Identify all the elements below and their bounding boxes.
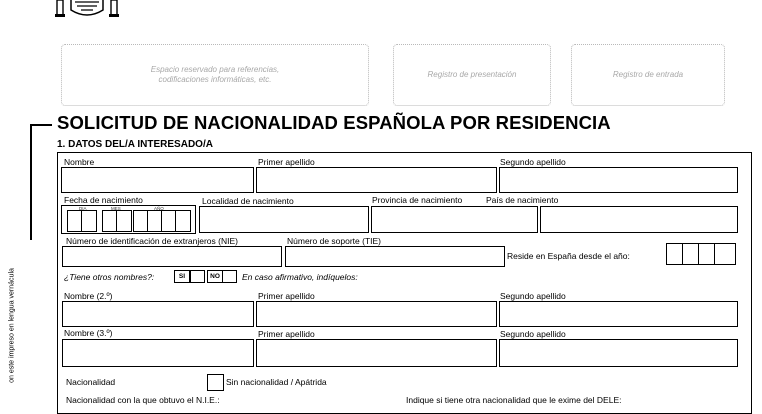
nie-label: Número de identificación de extranjeros (NIE)	[66, 236, 238, 246]
caso-afirmativo-label: En caso afirmativo, indíquelos:	[242, 272, 358, 282]
mes-caption: MES	[111, 206, 121, 211]
section-heading: 1. DATOS DEL/A INTERESADO/A	[57, 139, 213, 150]
no-label: NO	[210, 273, 220, 280]
page-title: SOLICITUD DE NACIONALIDAD ESPAÑOLA POR RESIDENCIA	[57, 112, 611, 133]
nac-nie-label: Nacionalidad con la que obtuvo el N.I.E.:	[66, 395, 220, 405]
pais-nacimiento-label: País de nacimiento	[486, 195, 559, 205]
ano-digit-4[interactable]	[175, 210, 191, 232]
otros-nombres-label: ¿Tiene otros nombres?:	[64, 272, 155, 282]
reside-label: Reside en España desde el año:	[507, 251, 630, 261]
apatrida-label: Sin nacionalidad / Apátrida	[226, 377, 327, 387]
primer-apellido2-field[interactable]	[256, 301, 497, 327]
coat-of-arms-icon	[55, 0, 127, 18]
primer-apellido-label: Primer apellido	[258, 157, 315, 167]
dia-digit-2[interactable]	[81, 210, 97, 232]
no-option[interactable]	[207, 270, 223, 283]
tie-field[interactable]	[285, 246, 505, 267]
segundo-apellido2-label: Segundo apellido	[500, 291, 566, 301]
nombre2-field[interactable]	[62, 301, 254, 327]
mes-digit-2[interactable]	[116, 210, 132, 232]
vernacular-note: on este impreso en lengua vernácula	[8, 268, 16, 383]
segundo-apellido3-field[interactable]	[499, 339, 738, 367]
nombre3-label: Nombre (3.º)	[64, 328, 113, 338]
presentation-register-box	[393, 44, 551, 106]
primer-apellido3-label: Primer apellido	[258, 329, 315, 339]
provincia-nacimiento-field[interactable]	[371, 206, 538, 233]
entry-register-label: Registro de entrada	[612, 70, 684, 79]
nombre-field[interactable]	[61, 167, 254, 193]
reserved-references-label: Espacio reservado para referencias, codificaciones informáticas, etc.	[150, 65, 280, 84]
segundo-apellido-field[interactable]	[499, 167, 738, 193]
localidad-nacimiento-label: Localidad de nacimiento	[202, 196, 294, 206]
primer-apellido-field[interactable]	[256, 167, 497, 193]
ano-caption: AÑO	[154, 206, 164, 211]
apatrida-checkbox[interactable]	[207, 374, 224, 391]
reserved-references-box	[61, 44, 369, 106]
no-checkbox[interactable]	[222, 270, 237, 283]
fecha-nacimiento-label: Fecha de nacimiento	[64, 195, 143, 205]
reside-year-digit-4[interactable]	[714, 243, 736, 265]
nombre3-field[interactable]	[62, 339, 254, 367]
nacionalidad-label: Nacionalidad	[66, 377, 116, 387]
localidad-nacimiento-field[interactable]	[199, 206, 369, 233]
si-option[interactable]	[174, 270, 190, 283]
nombre-label: Nombre	[64, 157, 95, 167]
dia-caption: DIA	[79, 206, 87, 211]
presentation-register-label: Registro de presentación	[427, 70, 517, 79]
primer-apellido3-field[interactable]	[256, 339, 497, 367]
si-checkbox[interactable]	[190, 270, 205, 283]
entry-register-box	[571, 44, 725, 106]
nie-field[interactable]	[62, 246, 282, 267]
nombre2-label: Nombre (2.º)	[64, 291, 113, 301]
provincia-nacimiento-label: Provincia de nacimiento	[372, 195, 463, 205]
pais-nacimiento-field[interactable]	[540, 206, 738, 233]
segundo-apellido3-label: Segundo apellido	[500, 329, 566, 339]
primer-apellido2-label: Primer apellido	[258, 291, 315, 301]
si-label: SI	[178, 273, 186, 280]
otra-nacionalidad-label: Indique si tiene otra nacionalidad que le exime del DELE:	[406, 395, 622, 405]
segundo-apellido2-field[interactable]	[499, 301, 738, 327]
margin-tick	[30, 124, 52, 126]
margin-line	[30, 125, 32, 240]
tie-label: Número de soporte (TIE)	[287, 236, 382, 246]
segundo-apellido-label: Segundo apellido	[500, 157, 566, 167]
form-code	[605, 0, 703, 1]
